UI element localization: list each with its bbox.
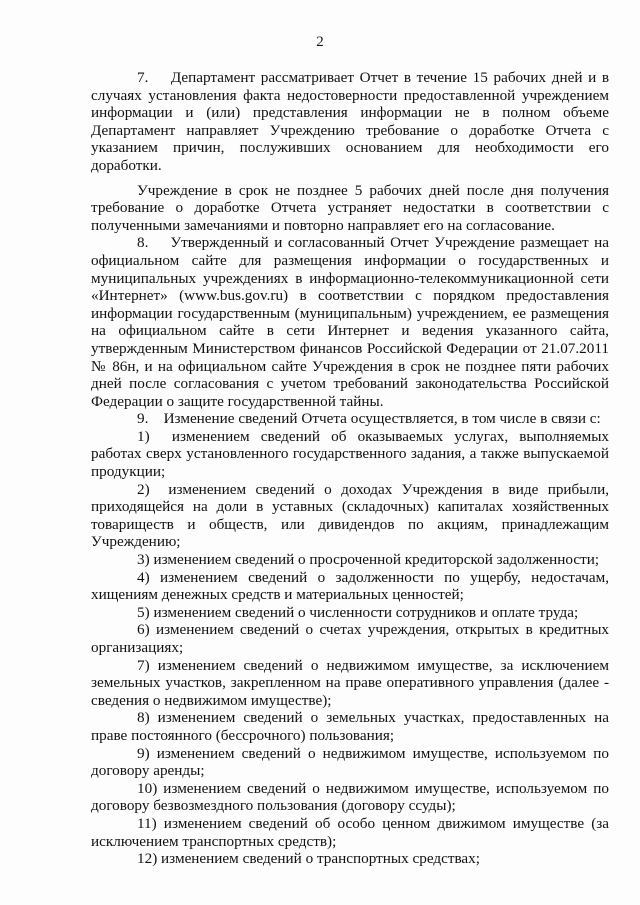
list-item-2: 2) изменением сведений о доходах Учреждения в виде прибыли, приходящейся на доли в уставных (складочных) капиталах хозяйственных товариществ и обществ, или дивидендов по акциям, принадлежащим Учреждению; [91, 480, 609, 551]
list-item-11: 11) изменением сведений об особо ценном движимом имуществе (за исключением транспортных средств); [91, 814, 609, 850]
list-item-7: 7) изменением сведений о недвижимом имуществе, за исключением земельных участков, закрепленном на праве оперативного управления (далее - сведения о недвижимом имуществе); [91, 656, 609, 709]
list-item-5: 5) изменением сведений о численности сотрудников и оплате труда; [137, 603, 579, 621]
list-item-10: 10) изменением сведений о недвижимом имуществе, используемом по договору безвозмездного пользования (договору ссуды); [91, 779, 609, 815]
list-item-12: 12) изменением сведений о транспортных средствах; [137, 850, 480, 868]
list-item-9: 9) изменением сведений о недвижимом имуществе, используемом по договору аренды; [91, 744, 609, 780]
list-item-6: 6) изменением сведений о счетах учреждения, открытых в кредитных организациях; [91, 621, 609, 656]
list-item-4: 4) изменением сведений о задолженности по ущербу, недостачам, хищениям денежных средств и материальных ценностей; [91, 568, 609, 604]
document-body [91, 69, 609, 868]
list-item-3: 3) изменением сведений о просроченной кредиторской задолженности; [137, 551, 600, 569]
paragraph-8: 8. Утвержденный и согласованный Отчет Учреждение размещает на официальном сайте для размещения информации о государственных и муниципальных учреждениях в информационно-телекоммуникационной сети «Интернет» (www.bus.gov.ru) в соответствии с порядком предоставления информации государственным (муниципальным) учреждением, ее размещения на официальном сайте в сети Интернет и ведения указанного сайта, утвержденным Министерством финансов Российской Федерации от 21.07.2011 № 86н, и на официальном сайте Учреждения в срок не позднее пяти рабочих дней после согласования с учетом требований законодательства Российской Федерации о защите государственной тайны. [91, 234, 609, 410]
paragraph-9: 9. Изменение сведений Отчета осуществляется, в том числе в связи с: [137, 410, 601, 428]
page-number: 2 [316, 34, 324, 50]
paragraph-7: 7. Департамент рассматривает Отчет в течение 15 рабочих дней и в случаях установления факта недостоверности предоставленной учреждением информации и (или) представления информации не в полном объеме Департамент направляет Учреждению требование о доработке Отчета с указанием причин, послуживших основанием для необходимости его доработки. [91, 69, 609, 174]
paragraph-7-continuation: Учреждение в срок не позднее 5 рабочих дней после дня получения требование о доработке Отчета устраняет недостатки в соответствии с полученными замечаниями и повторно направляет его на согласование. [91, 181, 609, 234]
list-item-1: 1) изменением сведений об оказываемых услугах, выполняемых работах сверх установленного государственного задания, а также выпускаемой продукции; [91, 427, 609, 481]
list-item-8: 8) изменением сведений о земельных участках, предоставленных на праве постоянного (бессрочного) пользования; [91, 709, 609, 744]
